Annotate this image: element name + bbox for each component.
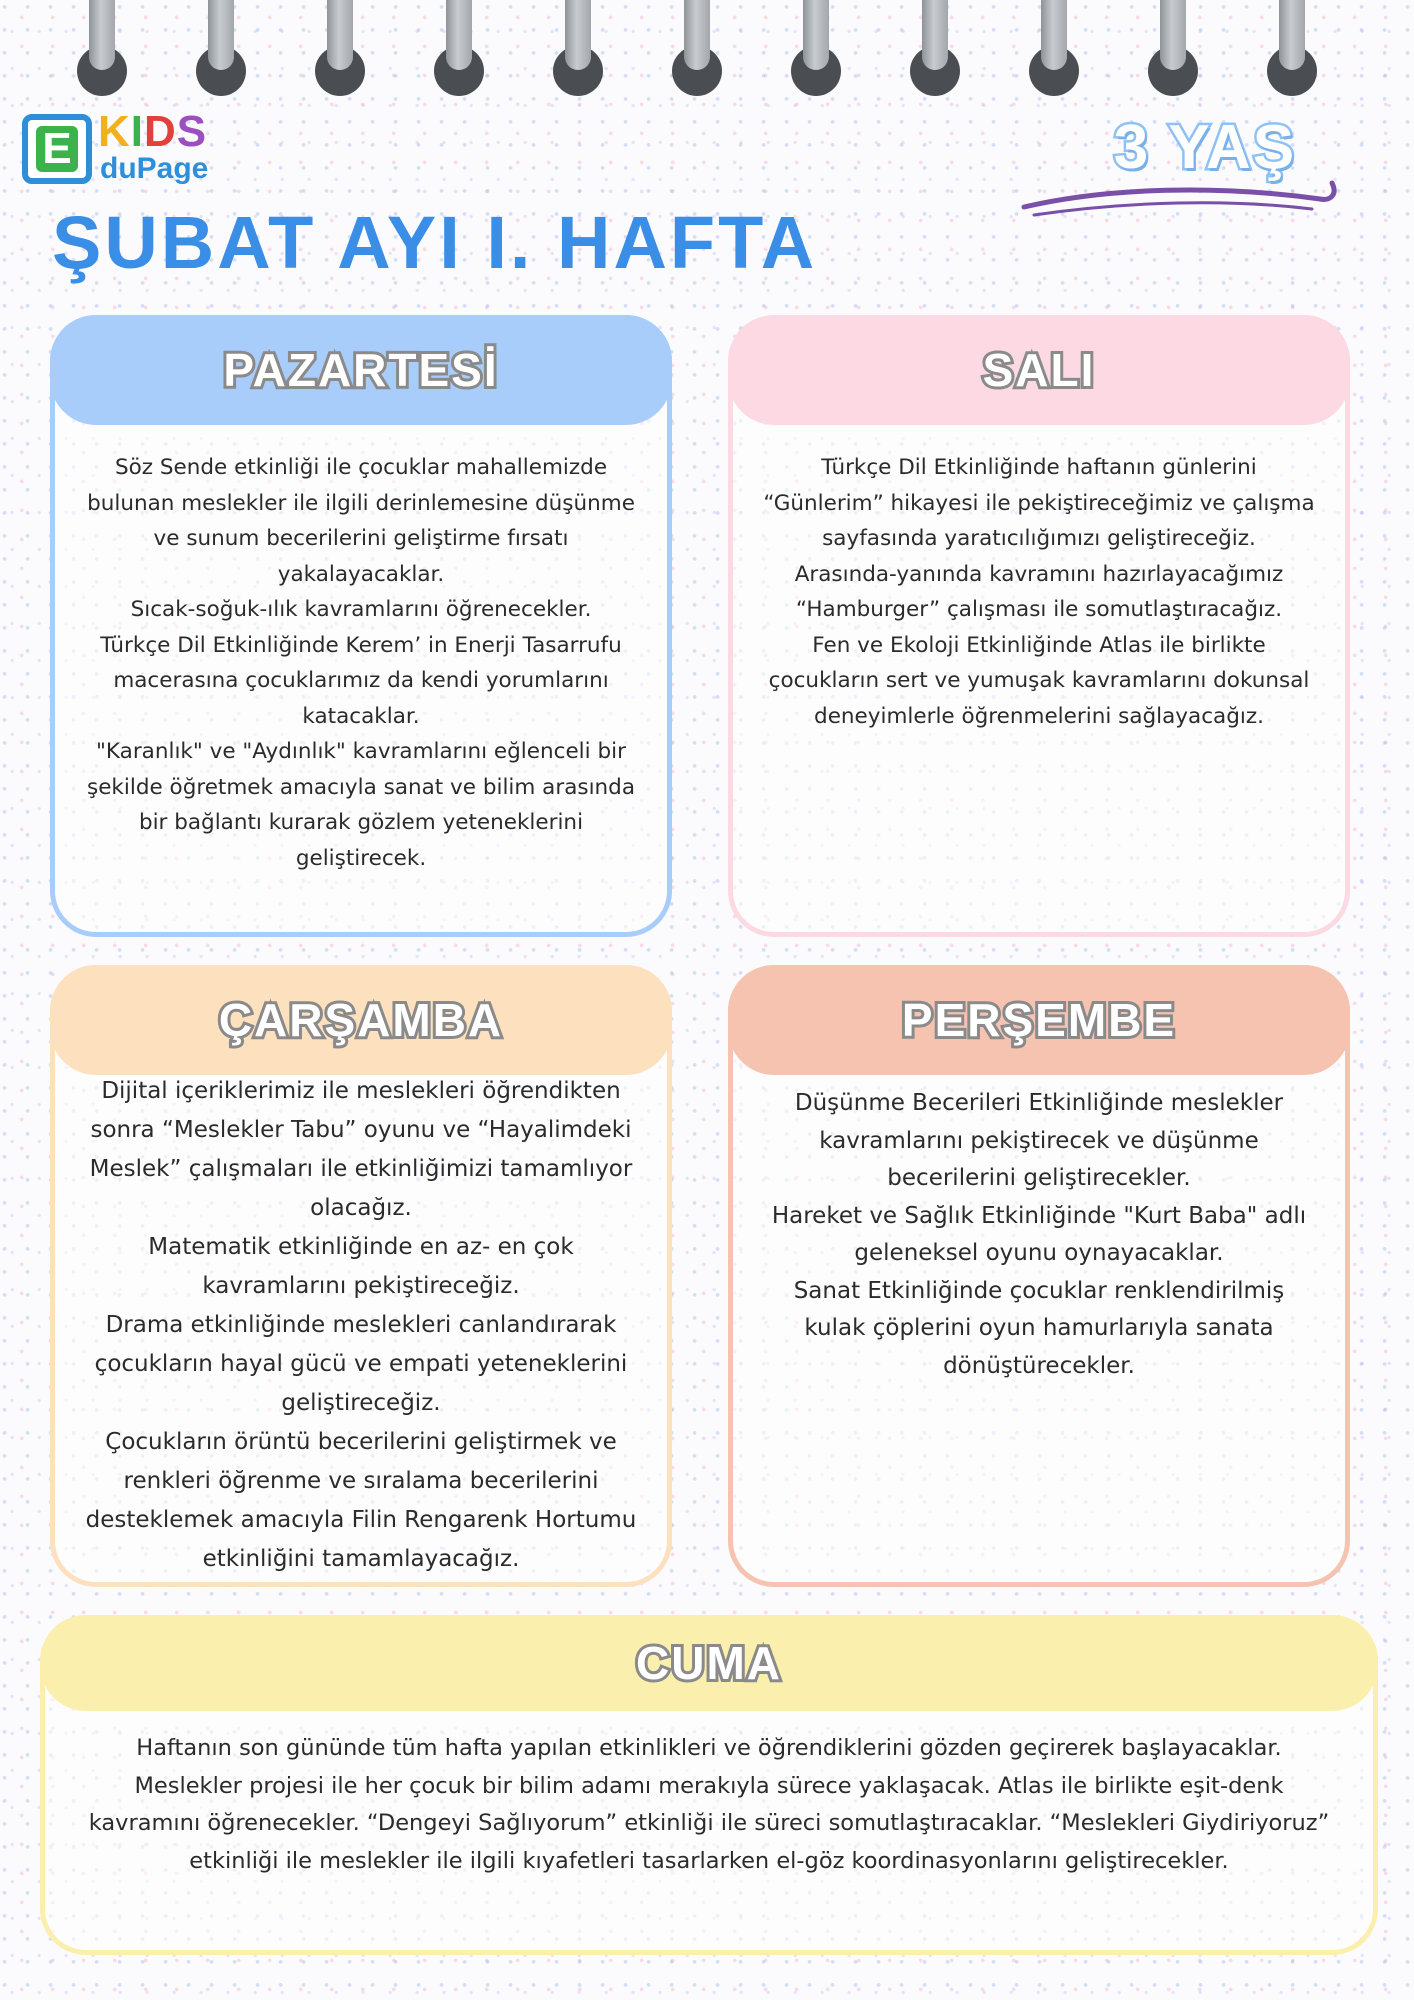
day-header [728,315,1350,425]
binder-ring-icon [75,0,129,98]
activity-text: Düşünme Becerileri Etkinliğinde meslekler kavramlarını pekiştirecek ve düşünme becerilerini geliştirecekler. [794,1090,1284,1191]
ekids-logo [22,108,222,188]
logo-kids-letter: S [176,107,208,156]
binder-ring-icon [1146,0,1200,98]
activity-text: Türkçe Dil Etkinliğinde Kerem’ in Enerji Tasarrufu macerasına çocuklarımız da kendi yorumlarını katacaklar. [100,632,622,729]
activity-text: Dijital içeriklerimiz ile meslekleri öğrendikten sonra “Meslekler Tabu” oyunu ve “Hayalimdeki Meslek” çalışmaları ile etkinliğimizi tamamlıyor olacağız. [89,1078,633,1221]
day-name: SALI [982,344,1096,396]
activity-text: Haftanın son gününde tüm hafta yapılan etkinlikleri ve öğrendiklerini gözden geçirerek başlayacaklar. Meslekler projesi ile her çocuk bir bilim adamı merakıyla sürece yaklaşacak. Atlas ile birlikte eşit-denk kavramını öğrenecekler. “Dengeyi Sağlıyorum” etkinliği ile süreci somutlaştıracaklar. “Meslekleri Giydiriyoruz” etkinliği ile meslekler ile ilgili kıyafetleri tasarlarken el-göz koordinasyonlarını geliştirecekler. [88,1735,1330,1874]
logo-kids-letter: I [130,107,145,156]
activity-text: Fen ve Ekoloji Etkinliğinde Atlas ile birlikte çocukların sert ve yumuşak kavramlarını dokunsal deneyimlerle öğrenmelerini sağlayacağız. [768,632,1310,729]
day-card-cuma [40,1615,1378,1955]
binder-ring-icon [194,0,248,98]
binder-ring-icon [789,0,843,98]
activity-text: Arasında-yanında kavramını hazırlayacağımız “Hamburger” çalışması ile somutlaştıracağız. [794,561,1284,622]
binder-ring-icon [908,0,962,98]
day-name: CUMA [636,1637,782,1689]
activity-text: Hareket ve Sağlık Etkinliğinde "Kurt Baba" adlı geleneksel oyunu oynayacaklar. [771,1202,1307,1266]
activity-text: Sıcak-soğuk-ılık kavramlarını öğrenecekler. [130,597,592,622]
logo-letter: E [36,126,78,172]
logo-e-icon [22,114,92,184]
day-card-persembe [728,965,1350,1587]
binder-ring-icon [1265,0,1319,98]
page-title: ŞUBAT AYI I. HAFTA [52,201,818,284]
day-content [763,450,1315,734]
day-header [50,965,672,1075]
day-card-carsamba [50,965,672,1587]
activity-text: Çocukların örüntü becerilerini geliştirmek ve renkleri öğrenme ve sıralama becerilerini desteklemek amacıyla Filin Rengarenk Hortumu etkinliğini tamamlayacağız. [85,1429,637,1572]
day-card-sali [728,315,1350,937]
age-badge: 3 YAŞ [1113,113,1297,182]
binder-ring-icon [1027,0,1081,98]
day-header [728,965,1350,1075]
logo-dupage-text: duPage [100,152,209,185]
activity-text: Matematik etkinliğinde en az- en çok kavramlarını pekiştireceğiz. [148,1234,574,1299]
binder-ring-icon [313,0,367,98]
swoosh-underline-icon [1020,165,1340,225]
day-content [85,1730,1333,1880]
logo-kids-letter: K [98,107,131,156]
binder-ring-icon [432,0,486,98]
spiral-binding [0,0,1414,100]
binder-ring-icon [551,0,605,98]
day-header [50,315,672,425]
day-card-pazartesi [50,315,672,937]
activity-text: Türkçe Dil Etkinliğinde haftanın günlerini “Günlerim” hikayesi ile pekiştireceğimiz ve çalışma sayfasında yaratıcılığımızı geliştireceğiz. [763,455,1315,551]
day-name: PERŞEMBE [901,994,1177,1046]
activity-text: Drama etkinliğinde meslekleri canlandırarak çocukların hayal gücü ve empati yeteneklerini geliştireceğiz. [94,1312,628,1416]
logo-kids-text [98,108,207,156]
activity-text: "Karanlık" ve "Aydınlık" kavramlarını eğlenceli bir şekilde öğretmek amacıyla sanat ve bilim arasında bir bağlantı kurarak gözlem yeteneklerini geliştirecek. [87,739,635,871]
day-header [40,1615,1378,1711]
day-content [85,1072,637,1579]
day-content [763,1085,1315,1385]
day-name: ÇARŞAMBA [218,994,504,1046]
activity-text: Sanat Etkinliğinde çocuklar renklendirilmiş kulak çöplerini oyun hamurlarıyla sanata dönüştürecekler. [793,1277,1285,1379]
activity-text: Söz Sende etkinliği ile çocuklar mahallemizde bulunan meslekler ile ilgili derinlemesine düşünme ve sunum becerilerini geliştirme fırsatı yakalayacaklar. [87,455,635,587]
logo-kids-letter: D [144,107,177,156]
day-content [85,450,637,876]
binder-ring-icon [670,0,724,98]
day-name: PAZARTESİ [223,344,499,396]
